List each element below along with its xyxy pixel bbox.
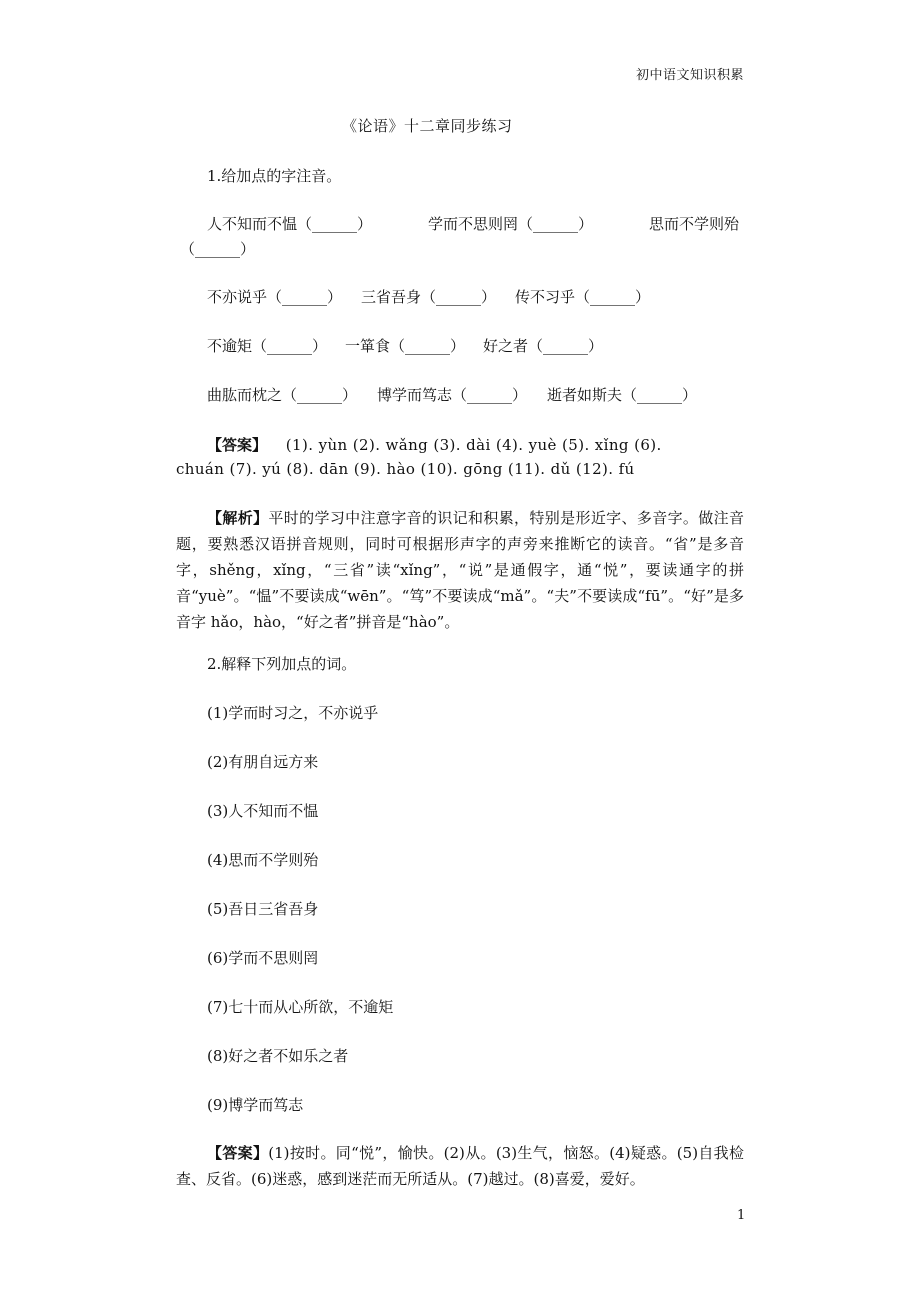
- pinyin-item: 曲肱而枕之（______）: [207, 386, 358, 404]
- pinyin-item: 一箪食（______）: [345, 337, 466, 355]
- answer-text: (1)按时。同“悦”，愉快。(2)从。(3)生气，恼怒。(4)疑惑。(5)自我检查、反省。(6)迷惑，感到迷茫而无所适从。(7)越过。(8)喜爱，爱好。: [176, 1144, 744, 1188]
- pinyin-item: 博学而笃志（______）: [377, 386, 528, 404]
- list-item: (3)人不知而不愠: [207, 802, 319, 820]
- list-item: (6)学而不思则罔: [207, 949, 319, 967]
- analysis-tag: 【解析】: [207, 509, 269, 527]
- pinyin-item: 不亦说乎（______）: [207, 288, 343, 306]
- answer-1-line-1: [207, 434, 744, 455]
- analysis-text: 平时的学习中注意字音的识记和积累，特别是形近字、多音字。做注音题，要熟悉汉语拼音规则，同时可根据形声字的声旁来推断它的读音。“省”是多音字，shěng，xǐng，“三省”读“xǐng”，“说”是通假字，通“悦”，要读通字的拼音“yuè”。“愠”不要读成“wēn”。“笃”不要读成“mǎ”。“夫”不要读成“fū”。“好”是多音字 hǎo，hào，“好之者”拼音是“hào”。: [176, 509, 744, 631]
- pinyin-item: 传不习乎（______）: [515, 288, 651, 306]
- answer-2-paragraph: [176, 1140, 744, 1192]
- list-item: (5)吾日三省吾身: [207, 900, 319, 918]
- list-item: (2)有朋自远方来: [207, 753, 319, 771]
- page-title: 《论语》十二章同步练习: [342, 117, 513, 135]
- list-item: (8)好之者不如乐之者: [207, 1047, 349, 1065]
- page-number: 1: [737, 1208, 746, 1223]
- pinyin-item: 三省吾身（______）: [361, 288, 497, 306]
- pinyin-item: 思而不学则殆: [649, 215, 740, 233]
- pinyin-item: 逝者如斯夫（______）: [547, 386, 698, 404]
- list-item: (1)学而时习之，不亦说乎: [207, 704, 379, 722]
- question-1-prompt: 1.给加点的字注音。: [207, 167, 342, 185]
- pinyin-item: 不逾矩（______）: [207, 337, 328, 355]
- list-item: (9)博学而笃志: [207, 1096, 304, 1114]
- analysis-paragraph: [176, 505, 744, 635]
- answer-text: (1). yùn (2). wǎng (3). dài (4). yuè (5). xǐng (6).: [285, 436, 662, 454]
- pinyin-row-1-wrap: （______）: [180, 240, 256, 258]
- header-label: 初中语文知识积累: [635, 68, 744, 83]
- list-item: (7)七十而从心所欲，不逾矩: [207, 998, 394, 1016]
- question-2-prompt: 2.解释下列加点的词。: [207, 655, 357, 673]
- pinyin-item: 学而不思则罔（______）: [428, 215, 594, 233]
- list-item: (4)思而不学则殆: [207, 851, 319, 869]
- pinyin-item: 人不知而不愠（______）: [207, 215, 373, 233]
- answer-tag: 【答案】: [207, 1144, 269, 1162]
- pinyin-item: 好之者（______）: [483, 337, 604, 355]
- answer-tag: 【答案】: [207, 436, 268, 454]
- answer-1-line-2: chuán (7). yú (8). dān (9). hào (10). gōng (11). dǔ (12). fú: [176, 460, 635, 478]
